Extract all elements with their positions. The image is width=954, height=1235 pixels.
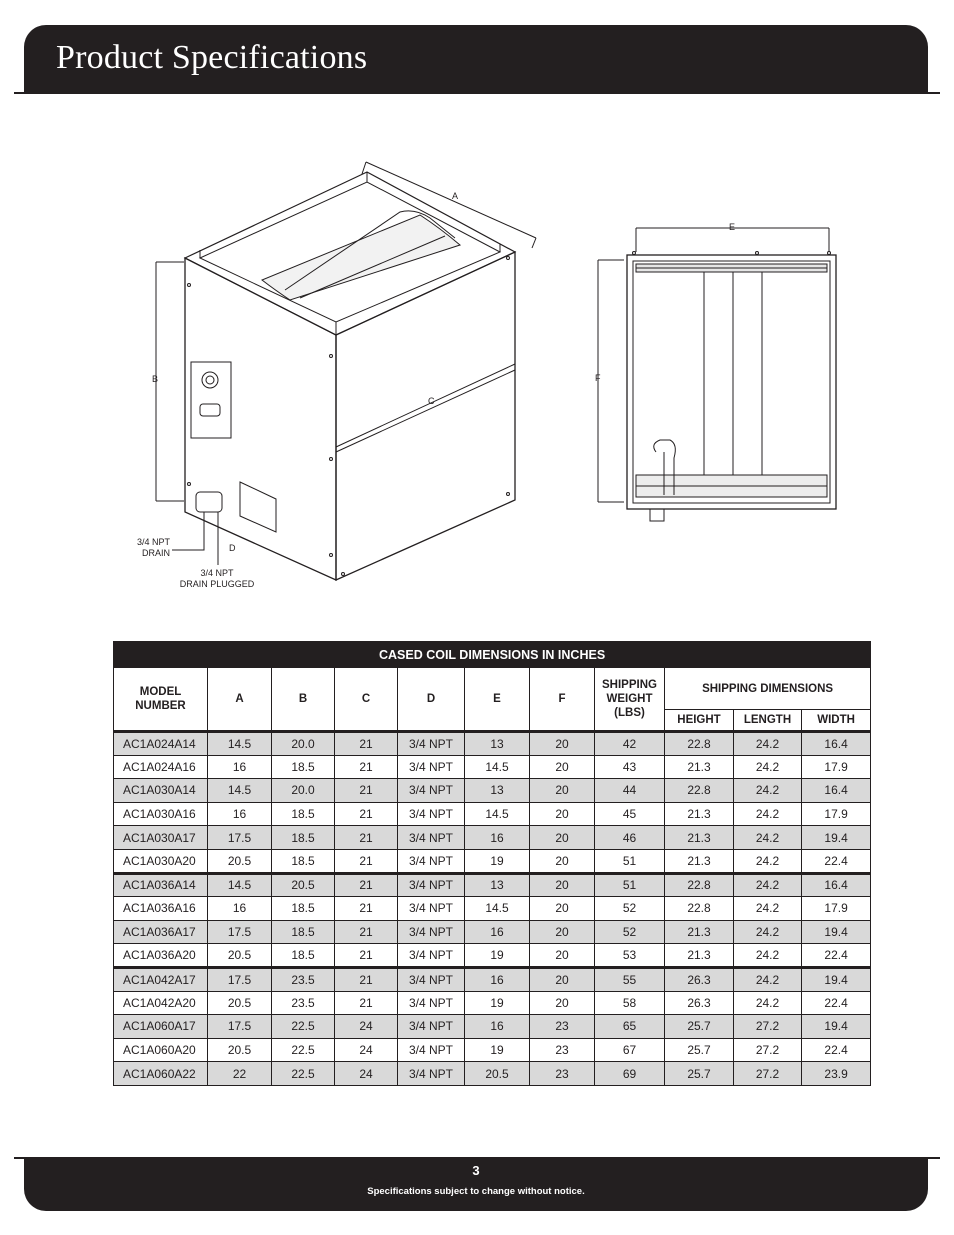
table-cell: 27.2 — [734, 1038, 802, 1062]
table-cell: 16 — [465, 826, 530, 850]
table-cell: 3/4 NPT — [398, 873, 465, 897]
table-cell: 20 — [530, 920, 595, 944]
table-row — [114, 967, 871, 991]
table-cell: 21.3 — [665, 802, 734, 826]
header-model-number — [114, 668, 208, 732]
model-number-cell: AC1A036A14 — [114, 873, 208, 897]
table-row — [114, 802, 871, 826]
table-cell: 16 — [465, 967, 530, 991]
table-cell: 24.2 — [734, 802, 802, 826]
table-cell: 3/4 NPT — [398, 755, 465, 779]
table-cell: 25.7 — [665, 1062, 734, 1086]
page-title: Product Specifications — [56, 39, 368, 76]
table-cell: 20 — [530, 991, 595, 1015]
table-cell: 21.3 — [665, 755, 734, 779]
header-width: WIDTH — [802, 710, 871, 732]
table-row — [114, 1062, 871, 1086]
table-cell: 22.5 — [272, 1015, 335, 1039]
table-cell: 69 — [595, 1062, 665, 1086]
table-cell: 19.4 — [802, 920, 871, 944]
table-cell: 43 — [595, 755, 665, 779]
model-number-cell: AC1A060A20 — [114, 1038, 208, 1062]
table-cell: 22.5 — [272, 1062, 335, 1086]
table-cell: 25.7 — [665, 1015, 734, 1039]
table-cell: 14.5 — [465, 897, 530, 921]
model-number-cell: AC1A030A20 — [114, 849, 208, 873]
table-cell: 18.5 — [272, 802, 335, 826]
drain-plugged-note-line2: DRAIN PLUGGED — [179, 579, 255, 589]
table-cell: 21 — [335, 920, 398, 944]
table-cell: 21 — [335, 755, 398, 779]
table-cell: 22.8 — [665, 779, 734, 803]
table-cell: 18.5 — [272, 944, 335, 968]
header-d: D — [398, 668, 465, 732]
table-cell: 22.4 — [802, 849, 871, 873]
table-cell: 51 — [595, 849, 665, 873]
table-cell: 19 — [465, 1038, 530, 1062]
table-cell: 18.5 — [272, 755, 335, 779]
cased-coil-dimensions-table — [113, 641, 871, 1086]
table-cell: 24 — [335, 1015, 398, 1039]
table-cell: 45 — [595, 802, 665, 826]
table-cell: 20 — [530, 779, 595, 803]
header-shipping-dimensions: SHIPPING DIMENSIONS — [665, 668, 871, 710]
table-cell: 52 — [595, 897, 665, 921]
table-cell: 24.2 — [734, 826, 802, 850]
model-number-cell: AC1A024A16 — [114, 755, 208, 779]
table-cell: 42 — [595, 732, 665, 756]
header-weight-line1: SHIPPING — [602, 679, 657, 691]
table-cell: 23.5 — [272, 967, 335, 991]
table-cell: 51 — [595, 873, 665, 897]
table-cell: 14.5 — [208, 873, 272, 897]
header-length: LENGTH — [734, 710, 802, 732]
table-cell: 14.5 — [465, 802, 530, 826]
table-cell: 20 — [530, 802, 595, 826]
model-number-cell: AC1A042A17 — [114, 967, 208, 991]
header-weight-line2: WEIGHT — [606, 693, 653, 705]
table-cell: 19.4 — [802, 967, 871, 991]
table-cell: 17.5 — [208, 967, 272, 991]
table-cell: 14.5 — [208, 732, 272, 756]
table-cell: 24.2 — [734, 920, 802, 944]
table-cell: 3/4 NPT — [398, 944, 465, 968]
table-cell: 16 — [208, 755, 272, 779]
dimension-a-label: A — [452, 191, 459, 201]
header-model-line2: NUMBER — [135, 700, 186, 712]
table-cell: 16.4 — [802, 732, 871, 756]
table-row — [114, 1038, 871, 1062]
table-cell: 21 — [335, 802, 398, 826]
drain-plugged-note-line1: 3/4 NPT — [200, 568, 234, 578]
dimension-f-label: F — [595, 373, 601, 383]
dimension-c-label: C — [428, 396, 435, 406]
table-cell: 20 — [530, 873, 595, 897]
table-cell: 21 — [335, 826, 398, 850]
table-cell: 18.5 — [272, 826, 335, 850]
table-cell: 16 — [465, 1015, 530, 1039]
model-number-cell: AC1A024A14 — [114, 732, 208, 756]
table-cell: 52 — [595, 920, 665, 944]
table-cell: 22.5 — [272, 1038, 335, 1062]
table-cell: 20.5 — [208, 1038, 272, 1062]
table-cell: 22.8 — [665, 732, 734, 756]
table-cell: 13 — [465, 873, 530, 897]
table-cell: 3/4 NPT — [398, 779, 465, 803]
table-cell: 24.2 — [734, 755, 802, 779]
header-b: B — [272, 668, 335, 732]
table-cell: 24.2 — [734, 732, 802, 756]
header-shipping-weight — [595, 668, 665, 732]
table-cell: 20 — [530, 755, 595, 779]
table-cell: 20 — [530, 849, 595, 873]
table-cell: 27.2 — [734, 1015, 802, 1039]
footer-note: Specifications subject to change without notice. — [367, 1186, 585, 1197]
table-cell: 22 — [208, 1062, 272, 1086]
model-number-cell: AC1A060A22 — [114, 1062, 208, 1086]
footer-band — [24, 1157, 928, 1211]
table-row — [114, 920, 871, 944]
table-cell: 20 — [530, 732, 595, 756]
drain-note — [120, 537, 170, 559]
model-number-cell: AC1A042A20 — [114, 991, 208, 1015]
table-cell: 3/4 NPT — [398, 802, 465, 826]
table-cell: 16 — [208, 802, 272, 826]
table-cell: 17.5 — [208, 1015, 272, 1039]
dimension-b-label: B — [152, 374, 159, 384]
table-cell: 20 — [530, 967, 595, 991]
table-cell: 20.0 — [272, 732, 335, 756]
table-cell: 20 — [530, 826, 595, 850]
header-c: C — [335, 668, 398, 732]
header-band — [24, 25, 928, 94]
table-cell: 19 — [465, 944, 530, 968]
table-cell: 3/4 NPT — [398, 1062, 465, 1086]
table-cell: 3/4 NPT — [398, 991, 465, 1015]
table-cell: 44 — [595, 779, 665, 803]
table-cell: 22.4 — [802, 944, 871, 968]
table-cell: 46 — [595, 826, 665, 850]
header-e: E — [465, 668, 530, 732]
table-cell: 23 — [530, 1015, 595, 1039]
model-number-cell: AC1A036A17 — [114, 920, 208, 944]
table-cell: 24.2 — [734, 967, 802, 991]
table-cell: 21 — [335, 779, 398, 803]
table-cell: 16.4 — [802, 873, 871, 897]
table-cell: 14.5 — [465, 755, 530, 779]
table-cell: 23.9 — [802, 1062, 871, 1086]
table-cell: 65 — [595, 1015, 665, 1039]
table-cell: 20.5 — [208, 991, 272, 1015]
table-cell: 20.5 — [272, 873, 335, 897]
table-cell: 23 — [530, 1038, 595, 1062]
table-cell: 16 — [208, 897, 272, 921]
table-cell: 17.5 — [208, 920, 272, 944]
table-row — [114, 991, 871, 1015]
table-cell: 16 — [465, 920, 530, 944]
table-cell: 26.3 — [665, 991, 734, 1015]
table-cell: 3/4 NPT — [398, 1015, 465, 1039]
dimension-e-label: E — [729, 222, 736, 232]
product-drawings — [0, 140, 954, 610]
header-model-line1: MODEL — [139, 686, 182, 698]
table-cell: 14.5 — [208, 779, 272, 803]
table-cell: 13 — [465, 779, 530, 803]
table-row — [114, 826, 871, 850]
table-cell: 18.5 — [272, 920, 335, 944]
table-cell: 24 — [335, 1062, 398, 1086]
table-cell: 24.2 — [734, 849, 802, 873]
table-cell: 21 — [335, 897, 398, 921]
table-cell: 25.7 — [665, 1038, 734, 1062]
header-f: F — [530, 668, 595, 732]
table-cell: 3/4 NPT — [398, 732, 465, 756]
table-cell: 17.9 — [802, 755, 871, 779]
table-cell: 17.9 — [802, 802, 871, 826]
model-number-cell: AC1A030A16 — [114, 802, 208, 826]
table-body — [114, 732, 871, 1086]
table-row — [114, 732, 871, 756]
table-cell: 24.2 — [734, 873, 802, 897]
table-cell: 21 — [335, 967, 398, 991]
table-row — [114, 849, 871, 873]
table-cell: 19.4 — [802, 826, 871, 850]
model-number-cell: AC1A060A17 — [114, 1015, 208, 1039]
table-cell: 20 — [530, 944, 595, 968]
table-cell: 21 — [335, 944, 398, 968]
table-cell: 18.5 — [272, 849, 335, 873]
table-row — [114, 779, 871, 803]
table-cell: 21 — [335, 873, 398, 897]
table-cell: 22.8 — [665, 897, 734, 921]
header-a: A — [208, 668, 272, 732]
table-cell: 3/4 NPT — [398, 897, 465, 921]
table-cell: 18.5 — [272, 897, 335, 921]
table-cell: 3/4 NPT — [398, 1038, 465, 1062]
model-number-cell: AC1A036A20 — [114, 944, 208, 968]
table-cell: 3/4 NPT — [398, 920, 465, 944]
table-cell: 13 — [465, 732, 530, 756]
table-cell: 22.8 — [665, 873, 734, 897]
table-cell: 16.4 — [802, 779, 871, 803]
table-cell: 21.3 — [665, 920, 734, 944]
table-cell: 21.3 — [665, 944, 734, 968]
table-cell: 3/4 NPT — [398, 826, 465, 850]
table-cell: 53 — [595, 944, 665, 968]
drain-note-line2: DRAIN — [141, 548, 170, 558]
table-cell: 67 — [595, 1038, 665, 1062]
table-caption: CASED COIL DIMENSIONS IN INCHES — [114, 642, 871, 668]
table-row — [114, 755, 871, 779]
table-cell: 3/4 NPT — [398, 849, 465, 873]
model-number-cell: AC1A030A17 — [114, 826, 208, 850]
table-cell: 20 — [530, 897, 595, 921]
table-cell: 20.5 — [465, 1062, 530, 1086]
table-cell: 20.5 — [208, 944, 272, 968]
header-weight-line3: (LBS) — [614, 707, 645, 719]
table-cell: 24 — [335, 1038, 398, 1062]
table-cell: 24.2 — [734, 897, 802, 921]
table-row — [114, 873, 871, 897]
table-cell: 19 — [465, 849, 530, 873]
table-cell: 17.5 — [208, 826, 272, 850]
table-cell: 23 — [530, 1062, 595, 1086]
model-number-cell: AC1A030A14 — [114, 779, 208, 803]
table-cell: 19.4 — [802, 1015, 871, 1039]
table-cell: 22.4 — [802, 991, 871, 1015]
page-number: 3 — [472, 1163, 480, 1178]
table-cell: 27.2 — [734, 1062, 802, 1086]
drain-note-line1: 3/4 NPT — [136, 537, 170, 547]
table-cell: 17.9 — [802, 897, 871, 921]
table-row — [114, 1015, 871, 1039]
table-cell: 21 — [335, 849, 398, 873]
table-cell: 24.2 — [734, 779, 802, 803]
table-cell: 22.4 — [802, 1038, 871, 1062]
table-cell: 3/4 NPT — [398, 967, 465, 991]
table-cell: 58 — [595, 991, 665, 1015]
header-height: HEIGHT — [665, 710, 734, 732]
table-cell: 23.5 — [272, 991, 335, 1015]
table-cell: 55 — [595, 967, 665, 991]
model-number-cell: AC1A036A16 — [114, 897, 208, 921]
table-cell: 21.3 — [665, 849, 734, 873]
table-row — [114, 897, 871, 921]
table-cell: 20.5 — [208, 849, 272, 873]
table-cell: 21 — [335, 991, 398, 1015]
table-cell: 24.2 — [734, 991, 802, 1015]
table-cell: 19 — [465, 991, 530, 1015]
drain-plugged-note — [172, 568, 262, 590]
table-row — [114, 944, 871, 968]
table-cell: 24.2 — [734, 944, 802, 968]
table-cell: 21 — [335, 732, 398, 756]
dimension-d-label: D — [229, 543, 236, 553]
table-cell: 26.3 — [665, 967, 734, 991]
table-cell: 21.3 — [665, 826, 734, 850]
table-cell: 20.0 — [272, 779, 335, 803]
